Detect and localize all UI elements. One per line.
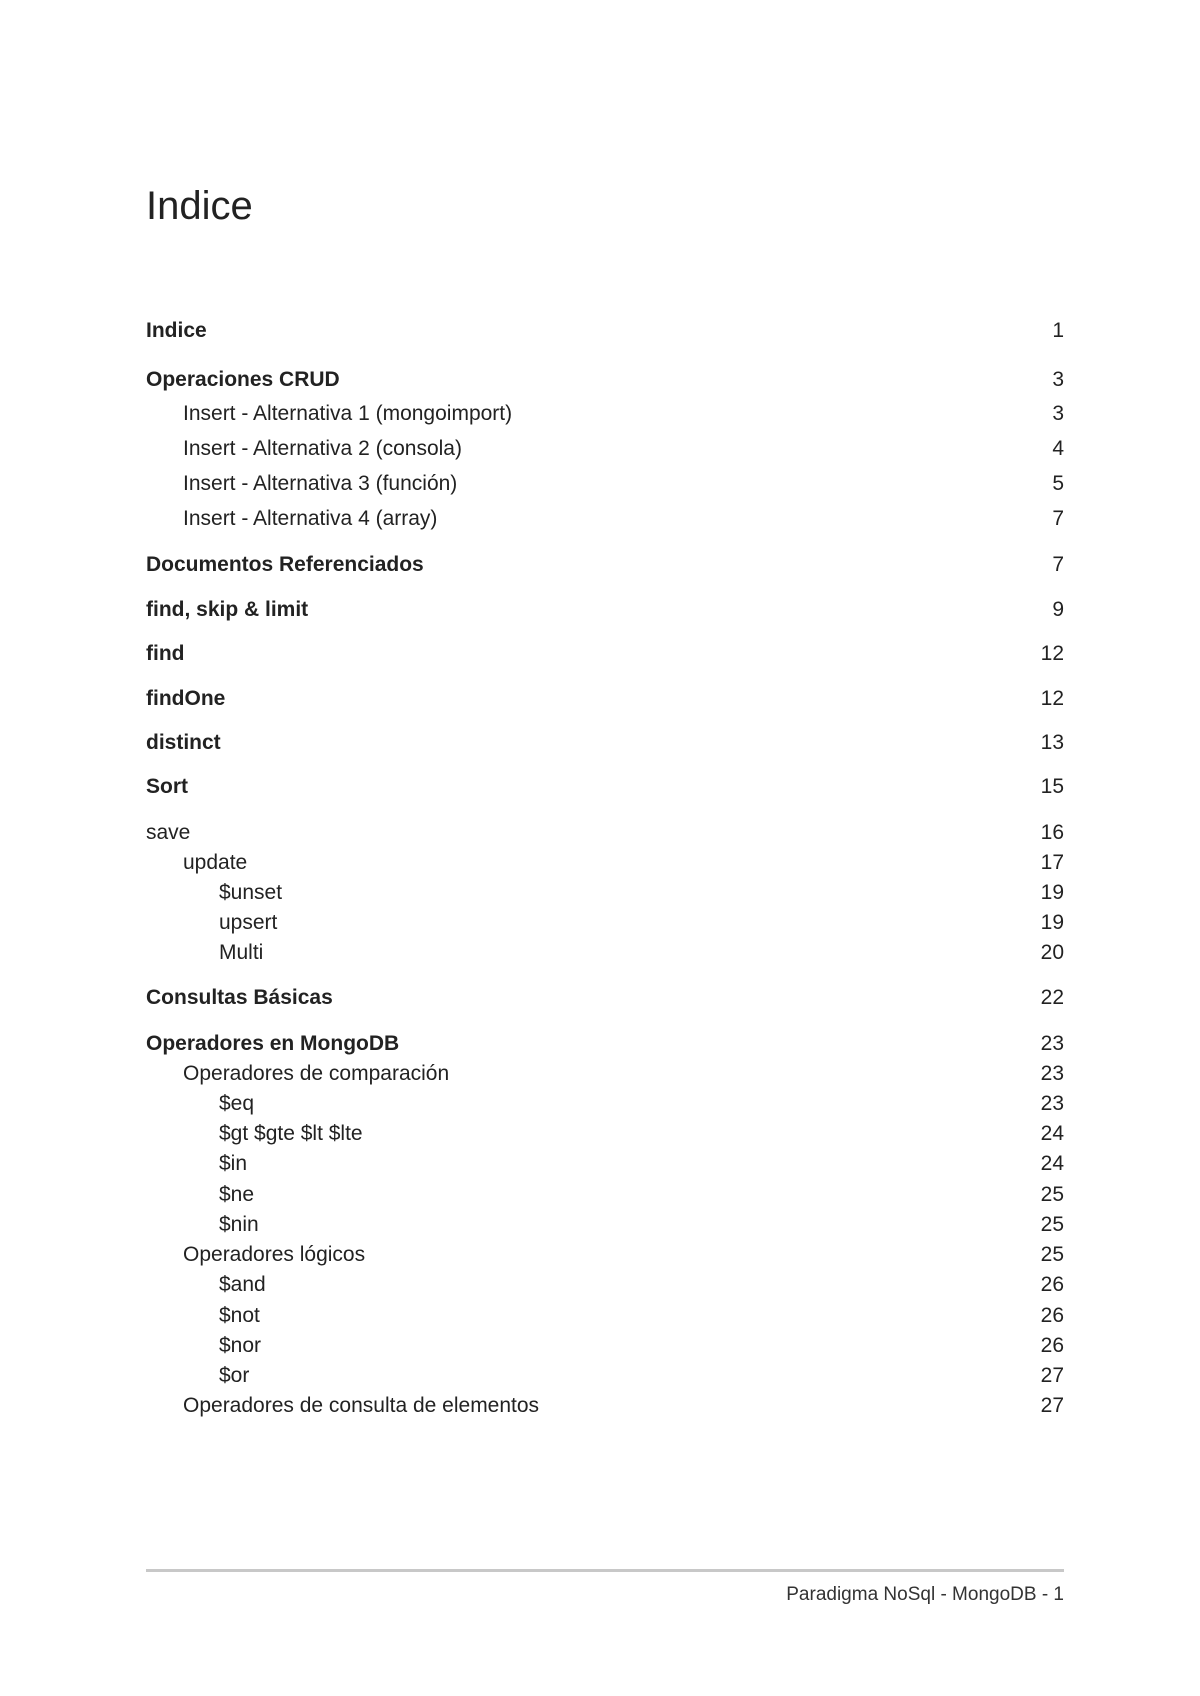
toc-entry[interactable] [146, 1119, 1064, 1149]
toc-entry[interactable] [146, 728, 1064, 758]
toc-entry-label: update [183, 851, 248, 874]
toc-entry-label: $ne [219, 1183, 255, 1206]
toc-entry[interactable] [146, 908, 1064, 938]
toc-entry-label: save [146, 821, 191, 844]
toc-entry-page-number: 12 [1040, 642, 1064, 665]
toc-entry-page-number: 25 [1040, 1213, 1064, 1236]
toc-entry-page-number: 20 [1040, 941, 1064, 964]
toc-entry-label: Indice [146, 319, 207, 342]
toc-entry-page-number: 24 [1040, 1152, 1064, 1175]
toc-entry[interactable] [146, 878, 1064, 908]
toc-entry-label: $gt $gte $lt $lte [219, 1122, 363, 1145]
toc-entry[interactable] [146, 365, 1064, 395]
toc-entry[interactable] [146, 1361, 1064, 1391]
toc-entry-label: upsert [219, 911, 278, 934]
toc-entry-label: Insert - Alternativa 1 (mongoimport) [183, 402, 513, 425]
toc-entry-page-number: 25 [1040, 1243, 1064, 1266]
toc-entry-label: $or [219, 1364, 250, 1387]
toc-entry[interactable] [146, 1180, 1064, 1210]
toc-entry[interactable] [146, 772, 1064, 802]
toc-entry[interactable] [146, 639, 1064, 669]
toc-entry[interactable] [146, 1270, 1064, 1300]
toc-entry-label: Multi [219, 941, 264, 964]
toc-entry[interactable] [146, 1301, 1064, 1331]
toc-entry-page-number: 16 [1040, 821, 1064, 844]
toc-entry-label: Sort [146, 775, 188, 798]
toc-entry-label: $and [219, 1273, 266, 1296]
toc-entry-label: $not [219, 1304, 260, 1327]
toc-entry-page-number: 24 [1040, 1122, 1064, 1145]
toc-entry-page-number: 23 [1040, 1062, 1064, 1085]
toc-entry[interactable] [146, 504, 1064, 534]
toc-entry-page-number: 22 [1040, 986, 1064, 1009]
toc-entry-label: $nor [219, 1334, 262, 1357]
toc-entry-label: Operadores lógicos [183, 1243, 366, 1266]
toc-entry[interactable] [146, 469, 1064, 499]
toc-entry-label: distinct [146, 731, 221, 754]
toc-entry-label: Insert - Alternativa 2 (consola) [183, 437, 462, 460]
toc-entry[interactable] [146, 1240, 1064, 1270]
toc-entry-label: $unset [219, 881, 283, 904]
toc-entry[interactable] [146, 1059, 1064, 1089]
toc-entry-label: Insert - Alternativa 3 (función) [183, 472, 458, 495]
toc-entry-label: $nin [219, 1213, 259, 1236]
toc-entry[interactable] [146, 848, 1064, 878]
toc-entry-page-number: 23 [1040, 1032, 1064, 1055]
toc-entry-label: Consultas Básicas [146, 986, 333, 1009]
page-footer: Paradigma NoSql - MongoDB - 1 [786, 1584, 1064, 1605]
toc-entry-label: Documentos Referenciados [146, 553, 424, 576]
toc-entry-page-number: 13 [1040, 731, 1064, 754]
toc-entry[interactable] [146, 434, 1064, 464]
toc-entry-label: Operadores en MongoDB [146, 1032, 400, 1055]
toc-entry[interactable] [146, 550, 1064, 580]
toc-entry-page-number: 27 [1040, 1364, 1064, 1387]
toc-entry[interactable] [146, 1391, 1064, 1421]
toc-entry[interactable] [146, 983, 1064, 1013]
toc-entry[interactable] [146, 818, 1064, 848]
toc-entry-page-number: 23 [1040, 1092, 1064, 1115]
toc-entry-page-number: 9 [1052, 598, 1064, 621]
toc-entry-page-number: 3 [1052, 402, 1064, 425]
toc-entry-page-number: 17 [1040, 851, 1064, 874]
toc-entry-page-number: 26 [1040, 1273, 1064, 1296]
toc-entry-page-number: 12 [1040, 687, 1064, 710]
toc-entry-page-number: 3 [1052, 368, 1064, 391]
toc-entry-label: Operadores de comparación [183, 1062, 450, 1085]
toc-entry[interactable] [146, 684, 1064, 714]
toc-entry[interactable] [146, 1149, 1064, 1179]
toc-entry-label: findOne [146, 687, 226, 710]
toc-entry-page-number: 19 [1040, 881, 1064, 904]
toc-entry[interactable] [146, 399, 1064, 429]
toc-entry[interactable] [146, 1089, 1064, 1119]
toc-entry-label: find, skip & limit [146, 598, 309, 621]
toc-entry-page-number: 19 [1040, 911, 1064, 934]
toc-entry[interactable] [146, 1331, 1064, 1361]
toc-entry-label: find [146, 642, 185, 665]
toc-entry-page-number: 26 [1040, 1304, 1064, 1327]
footer-divider [146, 1569, 1064, 1572]
toc-entry[interactable] [146, 316, 1064, 346]
toc-entry-label: Operadores de consulta de elementos [183, 1394, 540, 1417]
toc-entry[interactable] [146, 595, 1064, 625]
toc-entry-label: $eq [219, 1092, 255, 1115]
toc-entry-page-number: 25 [1040, 1183, 1064, 1206]
toc-entry-page-number: 15 [1040, 775, 1064, 798]
page-title: Indice [146, 184, 253, 228]
toc-entry[interactable] [146, 938, 1064, 968]
toc-entry-page-number: 7 [1052, 507, 1064, 530]
toc-entry-page-number: 5 [1052, 472, 1064, 495]
toc-entry-page-number: 7 [1052, 553, 1064, 576]
toc-entry[interactable] [146, 1210, 1064, 1240]
toc-entry[interactable] [146, 1029, 1064, 1059]
toc-entry-label: $in [219, 1152, 248, 1175]
toc-entry-page-number: 4 [1052, 437, 1064, 460]
toc-entry-page-number: 27 [1040, 1394, 1064, 1417]
toc-entry-page-number: 26 [1040, 1334, 1064, 1357]
toc-entry-label: Insert - Alternativa 4 (array) [183, 507, 438, 530]
toc-entry-page-number: 1 [1052, 319, 1064, 342]
toc-entry-label: Operaciones CRUD [146, 368, 340, 391]
